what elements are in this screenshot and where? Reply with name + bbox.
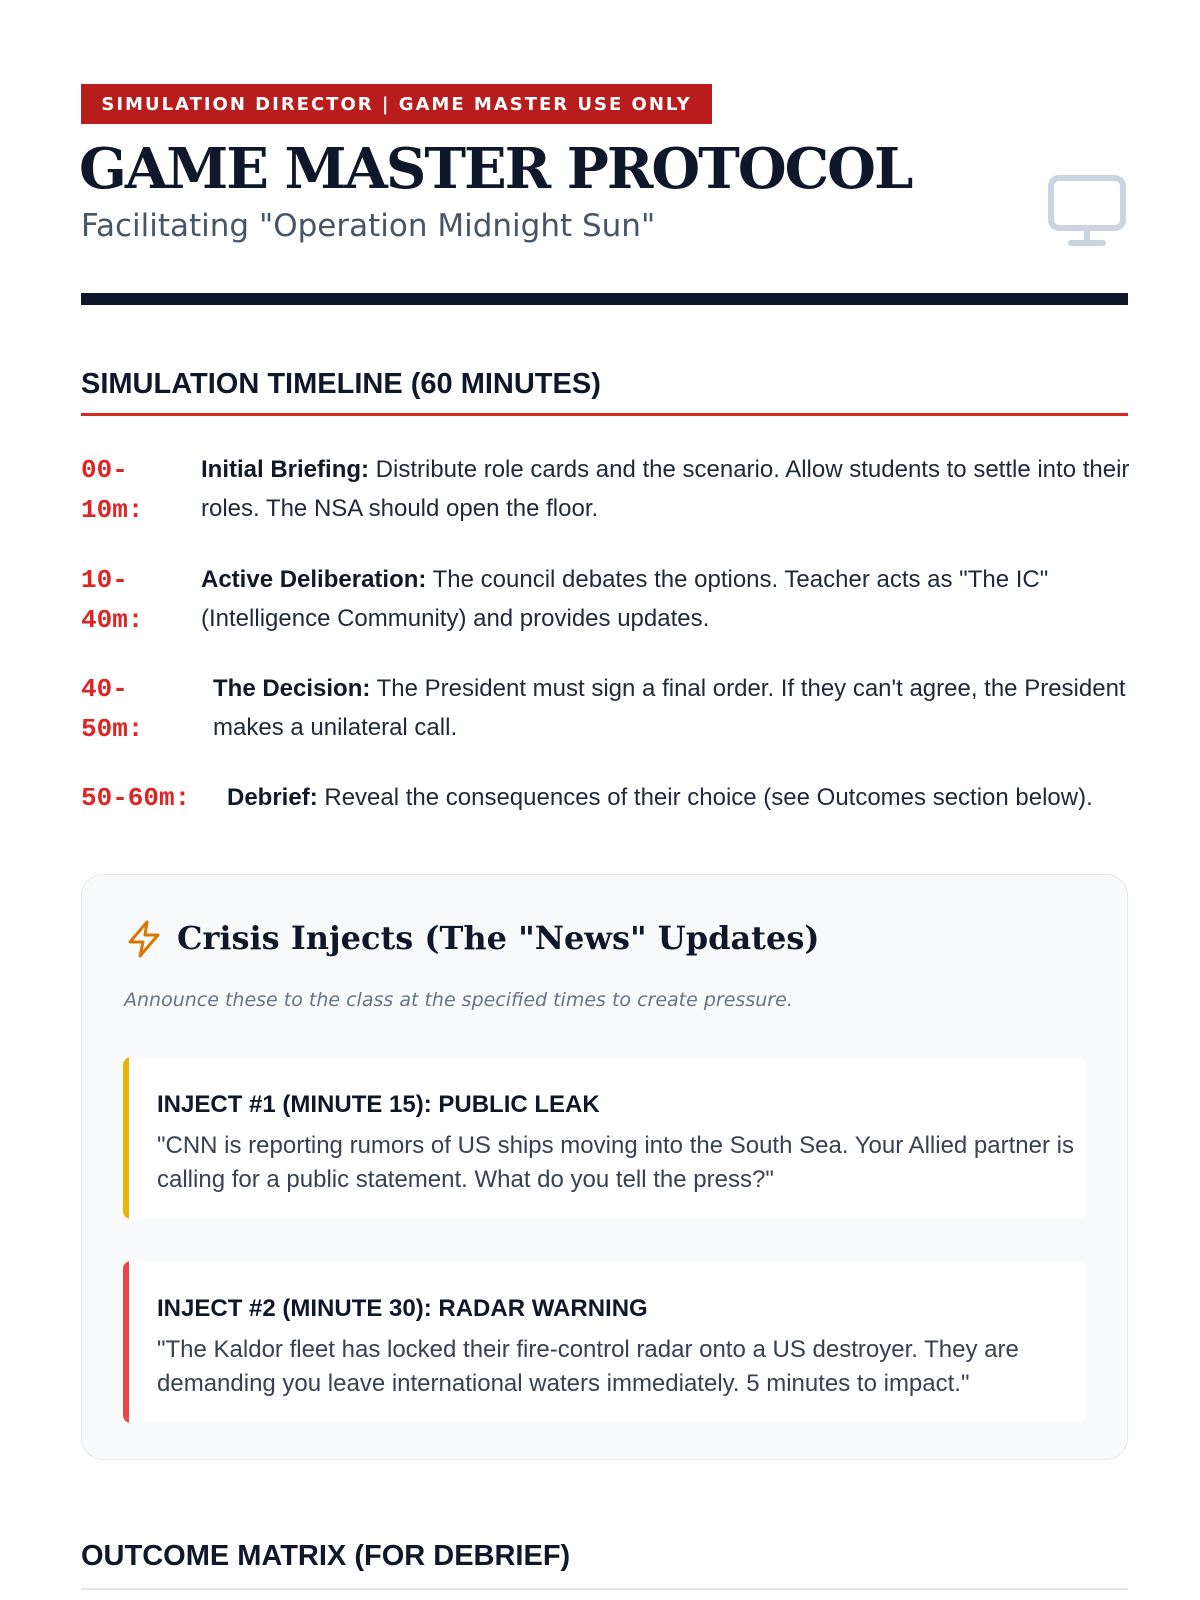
inject-body: "The Kaldor fleet has locked their fire-control radar onto a US destroyer. They are demanding you leave international waters immediately. 5 minutes to impact." [157, 1336, 1019, 1397]
timeline-row [81, 450, 1131, 530]
timeline-text: Distribute role cards and the scenario. Allow students to settle into their roles. The NSA should open the floor. [201, 456, 1130, 522]
page-subtitle: Facilitating "Operation Midnight Sun" [81, 208, 656, 244]
timeline-heading: SIMULATION TIMELINE (60 MINUTES) [81, 368, 601, 400]
monitor-icon [1047, 174, 1127, 248]
crisis-injects-title: Crisis Injects (The "News" Updates) [177, 919, 820, 957]
crisis-injects-note: Announce these to the class at the specified times to create pressure. [124, 989, 793, 1011]
timeline-description [227, 778, 1131, 817]
timeline-description [201, 560, 1131, 638]
inject-accent-bar [123, 1057, 129, 1219]
lightning-bolt-icon [125, 919, 163, 959]
timeline-row [81, 778, 1131, 818]
outcome-matrix-heading: OUTCOME MATRIX (FOR DEBRIEF) [81, 1540, 571, 1572]
timeline-time: 40-50m: [81, 674, 144, 744]
header-divider [81, 293, 1128, 305]
timeline-text: The council debates the options. Teacher acts as "The IC" (Intelligence Community) and provides updates. [201, 566, 1049, 632]
timeline-row [81, 560, 1131, 640]
crisis-injects-panel [81, 874, 1128, 1460]
inject-title: INJECT #1 (MINUTE 15): PUBLIC LEAK [157, 1091, 600, 1118]
inject-card [123, 1261, 1086, 1423]
outcome-divider [81, 1588, 1128, 1590]
timeline-label: Debrief: [227, 784, 318, 811]
inject-accent-bar [123, 1261, 129, 1423]
inject-card [123, 1057, 1086, 1219]
timeline-text: Reveal the consequences of their choice (see Outcomes section below). [324, 784, 1093, 811]
timeline-description [201, 450, 1131, 528]
timeline-time: 00-10m: [81, 455, 144, 525]
timeline-time: 10-40m: [81, 565, 144, 635]
timeline-description [213, 669, 1131, 747]
inject-body: "CNN is reporting rumors of US ships moving into the South Sea. Your Allied partner is calling for a public statement. What do you tell the press?" [157, 1132, 1074, 1193]
inject-title: INJECT #2 (MINUTE 30): RADAR WARNING [157, 1295, 648, 1322]
timeline-time: 50-60m: [81, 783, 191, 813]
timeline-label: Initial Briefing: [201, 456, 369, 483]
page-title: GAME MASTER PROTOCOL [79, 136, 912, 202]
timeline-text: The President must sign a final order. If they can't agree, the President makes a unilateral call. [213, 675, 1126, 741]
timeline-row [81, 669, 1131, 749]
timeline-label: The Decision: [213, 675, 371, 702]
badge-label: SIMULATION DIRECTOR | GAME MASTER USE ONLY [81, 84, 712, 124]
timeline-label: Active Deliberation: [201, 566, 427, 593]
timeline-divider [81, 413, 1128, 416]
